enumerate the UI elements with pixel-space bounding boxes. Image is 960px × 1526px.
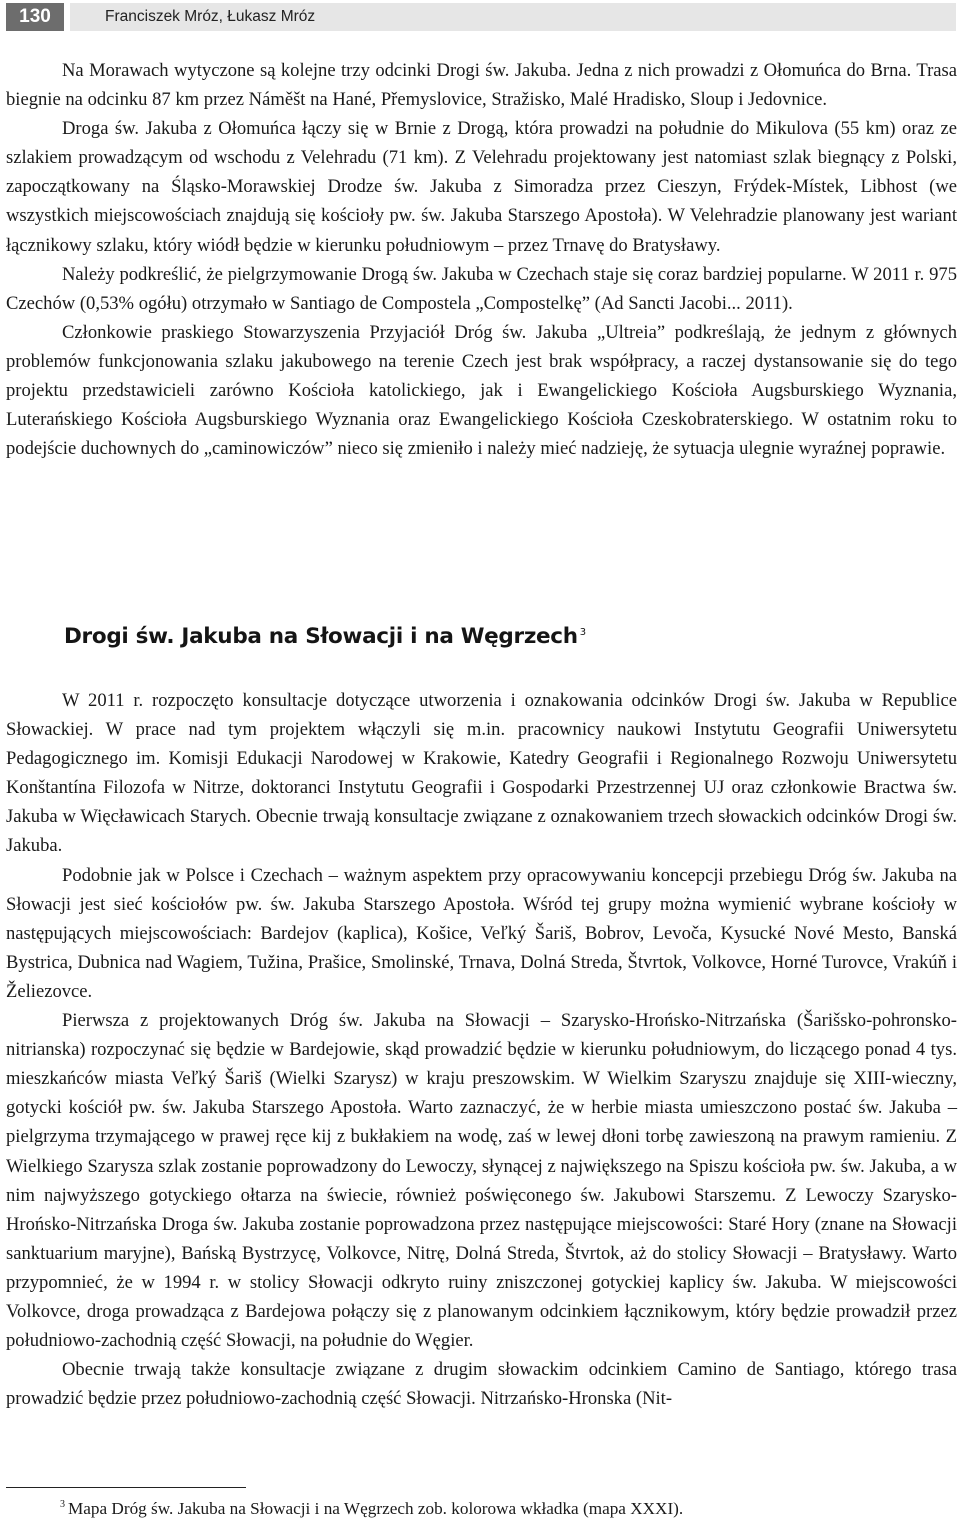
running-header: [0, 0, 960, 34]
footnote: [60, 1499, 683, 1519]
body-text-section: [6, 686, 957, 1413]
paragraph: Członkowie praskiego Stowarzyszenia Przyjaciół Dróg św. Jakuba „Ultreia” podkreślają, że jednym z głównych problemów funkcjonowania szlaku jakubowego na terenie Czech jest brak współpracy, a raczej dystansowanie się do tego projektu przedstawicieli zarówno Kościoła katolickiego, jak i Ewangelickiego Kościoła Augsburskiego Wyznania, Luterańskiego Kościoła Augsburskiego Wyznania oraz Ewangelickiego Kościoła Czeskobraterskiego. W ostatnim roku to podejście duchownych do „caminowiczów” nieco się zmieniło i należy mieć nadzieję, że sytuacja ulegnie wyraźnej poprawie.: [6, 321, 957, 460]
footnote-rule: [6, 1487, 246, 1488]
paragraph: Należy podkreślić, że pielgrzymowanie Drogą św. Jakuba w Czechach staje się coraz bardziej popularne. W 2011 r. 975 Czechów (0,53% ogółu) otrzymało w Santiago de Compostela „Compostelkę” (Ad Sancti Jacobi... 2011).: [6, 263, 957, 314]
paragraph: Na Morawach wytyczone są kolejne trzy odcinki Drogi św. Jakuba. Jedna z nich prowadzi z Ołomuńca do Brna. Trasa biegnie na odcinku 87 km przez Náměšt na Hané, Přemyslovice, Stražisko, Malé Hradisko, Sloup i Jedovnice.: [6, 60, 957, 111]
paragraph: W 2011 r. rozpoczęto konsultacje dotyczące utworzenia i oznakowania odcinków Drogi św. Jakuba w Republice Słowackiej. W prace nad tym projektem włączyli się m.in. pracownicy naukowi Instytutu Geografii Uniwersytetu Pedagogicznego im. Komisji Edukacji Narodowej w Krakowie, Katedry Geografii i Regionalnego Rozwoju Uniwersytetu Konštantína Filozofa w Nitrze, doktoranci Instytutu Geografii i Gospodarki Przestrzennej UJ oraz członkowie Bractwa św. Jakuba w Więcławicach Starych. Obecnie trwają konsultacje związane z oznakowaniem trzech słowackich odcinków Drogi św. Jakuba.: [6, 690, 957, 857]
running-header-authors: Franciszek Mróz, Łukasz Mróz: [105, 8, 316, 25]
body-text-top: [6, 56, 957, 463]
footnote-number: 3: [60, 1499, 65, 1511]
section-heading: [64, 624, 586, 649]
paragraph: Podobnie jak w Polsce i Czechach – ważnym aspektem przy opracowywaniu koncepcji przebiegu Dróg św. Jakuba na Słowacji jest sieć kościołów pw. św. Jakuba Starszego Apostoła. Wśród tej grupy można wymienić wybrane kościoły w następujących miejscowościach: Bardejov (kaplica), Košice, Veľký Šariš, Bobrov, Levoča, Kysucké Nové Mesto, Banská Bystrica, Dubnica nad Wagiem, Tužina, Prašice, Smolinské, Trnava, Dolná Streda, Štvrtok, Volkovce, Horné Turovce, Vrakúň i Želiezovce.: [6, 864, 957, 1002]
section-heading-text: Drogi św. Jakuba na Słowacji i na Węgrzech: [64, 624, 578, 649]
footnote-text: Mapa Dróg św. Jakuba na Słowacji i na Węgrzech zob. kolorowa wkładka (mapa XXXI).: [68, 1499, 684, 1518]
page-number: 130: [6, 3, 64, 31]
paragraph: Pierwsza z projektowanych Dróg św. Jakuba na Słowacji – Szarysko-Hrońsko-Nitrzańska (Šarišsko-pohronsko-nitrianska) rozpoczynać się będzie w Bardejowie, skąd prowadzić będzie w kierunku południowym, do liczącego ponad 4 tys. mieszkańców miasta Veľký Šariš (Wielki Szarysz) w kraju preszowskim. W Wielkim Szaryszu znajduje się XIII-wieczny, gotycki kościół pw. św. Jakuba Starszego Apostoła. Warto zaznaczyć, że w herbie miasta umieszczono postać św. Jakuba – pielgrzyma trzymającego w prawej ręce kij z bukłakiem na wodę, zaś w lewej dłoni torbę zawieszoną na prawym ramieniu. Z Wielkiego Szarysza szlak zostanie poprowadzony do Lewoczy, słynącej z największego na Spiszu kościoła pw. św. Jakuba, a w nim najwyższego gotyckiego ołtarza na świecie, również poświęconego św. Jakubowi Starszemu. Z Lewoczy Szarysko-Hrońsko-Nitrzańska Droga św. Jakuba zostanie poprowadzona przez następujące miejscowości: Staré Hory (znane na Słowacji sanktuarium maryjne), Bańską Bystrzycę, Volkovce, Nitrę, Dolná Streda, Štvrtok, aż do stolicy Słowacji – Bratysławy. Warto przypomnieć, że w 1994 r. w stolicy Słowacji odkryto ruiny zniszczonej gotyckiej kaplicy św. Jakuba. W miejscowości Volkovce, droga prowadząca z Bardejowa połączy się z planowanym odcinkiem łącznikowym, który będzie prowadził przez południowo-zachodnią część Słowacji, na południe do Węgier.: [6, 1010, 957, 1352]
paragraph: Obecnie trwają także konsultacje związane z drugim słowackim odcinkiem Camino de Santiago, którego trasa prowadzić będzie przez południowo-zachodnią część Słowacji. Nitrzańsko-Hronska (Nit-: [6, 1359, 957, 1410]
paragraph: Droga św. Jakuba z Ołomuńca łączy się w Brnie z Drogą, która prowadzi na południe do Mikulova (55 km) oraz ze szlakiem prowadzącym od wschodu z Velehradu (71 km). Z Velehradu projektowany jest natomiast szlak biegnący z Polski, zapoczątkowany na Śląsko-Morawskiej Drodze św. Jakuba z Simoradza przez Cieszyn, Frýdek-Místek, Libhost (we wszystkich miejscowościach znajdują się kościoły pw. św. Jakuba Starszego Apostoła). W Velehradzie planowany jest wariant łącznikowy szlaku, który wiódł będzie w kierunku południowym – przez Trnavę do Bratysławy.: [6, 118, 957, 256]
footnote-ref[interactable]: 3: [579, 626, 586, 638]
